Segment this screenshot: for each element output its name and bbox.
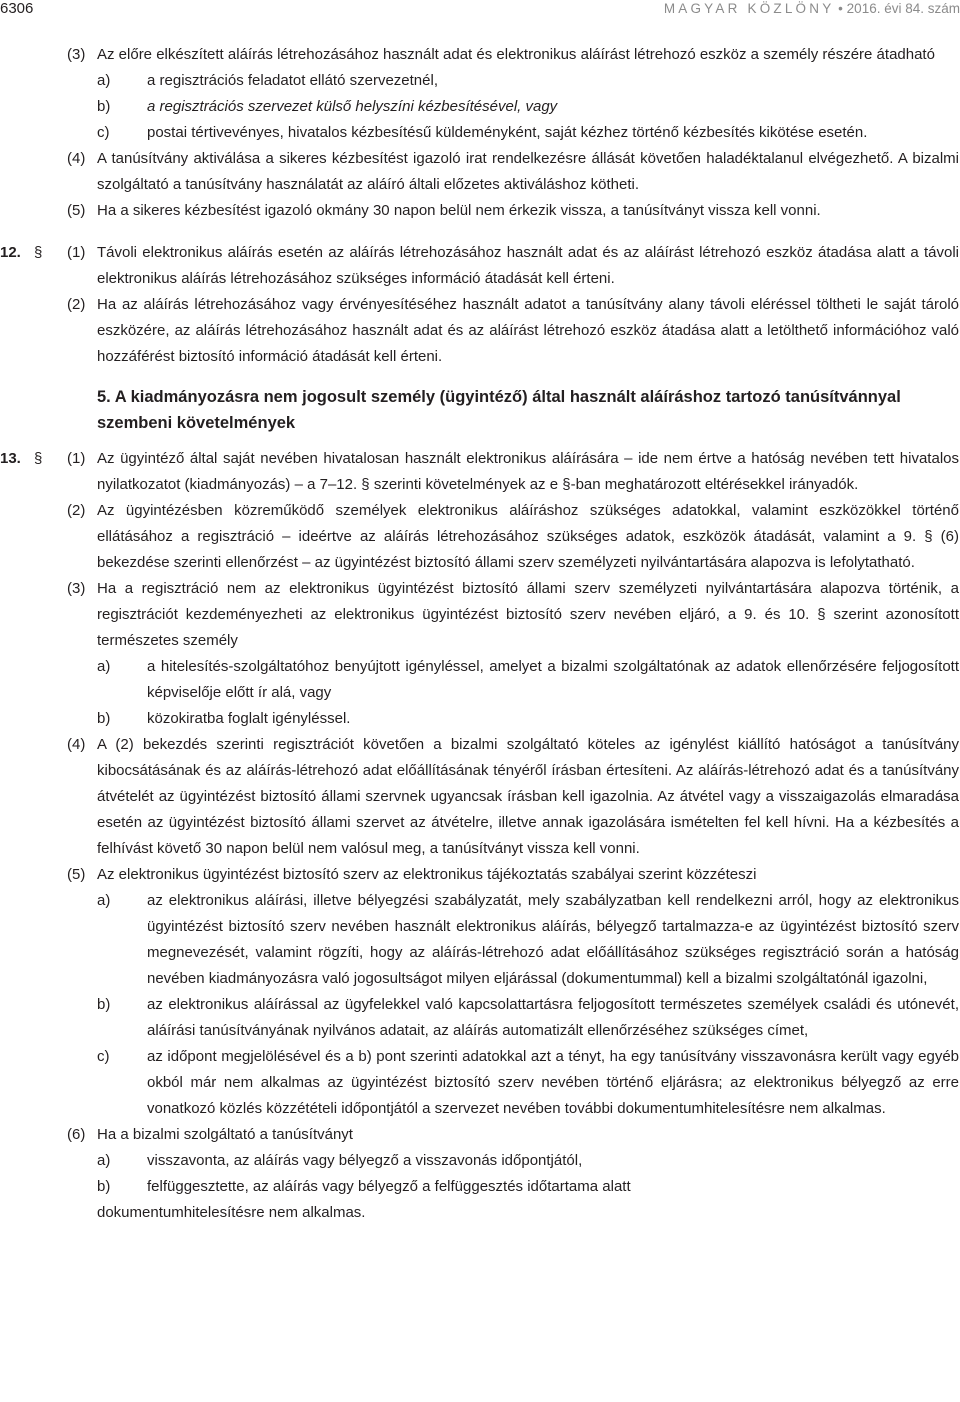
- section-13-paragraph-1: [0, 446, 960, 498]
- page-header: [0, 0, 960, 22]
- paragraph-number: (1): [67, 244, 86, 261]
- list-label: c): [97, 1048, 110, 1065]
- list-item: [0, 992, 960, 1044]
- chapter-heading: 5. A kiadmányozásra nem jogosult személy (ügyintéző) által használt aláíráshoz tartozó tanúsítvánnyal szembeni követelmények: [97, 388, 901, 432]
- list-item: [0, 94, 960, 120]
- list-text: postai tértivevényes, hivatalos kézbesítésű küldeményként, saját kézhez történő kézbesítés kikötése esetén.: [147, 124, 868, 141]
- list-item: [0, 706, 960, 732]
- section-number: 12.: [0, 244, 21, 261]
- section-sign: §: [34, 450, 43, 467]
- list-text: a regisztrációs feladatot ellátó szervezetnél,: [147, 72, 438, 89]
- section-13-paragraph-2: [0, 498, 960, 576]
- list-item: [0, 68, 960, 94]
- list-text: az elektronikus aláírási, illetve bélyegzési szabályzatát, mely szabályzatban kell rendelkezni arról, hogy az elektronikus ügyintézést biztosító szerv nevében használt elektronikus aláírás, bélyegző tartalmazza-e az ügyintézést biztosító szerv megnevezését, valamint rögzíti, hogy az aláírás-létrehozó adat előállításához szükséges regisztráció során a hatóság nevében kiadmányozásra való jogosultságot milyen eljárással (dokumentummal) kell a bizalmi szolgáltatónál igazolni,: [147, 892, 959, 987]
- list-label: b): [97, 996, 111, 1013]
- list-item: [0, 888, 960, 992]
- paragraph-text: Az ügyintéző által saját nevében hivatalosan használt elektronikus aláírására – ide nem értve a hatóság nevében tett hivatalos nyilatkozatot (kiadmányozás) – a 7–12. § szerinti követelmények az e §-ban meghatározott eltérésekkel irányadók.: [97, 450, 959, 493]
- paragraph-tail: [0, 1200, 960, 1226]
- list-text: közokiratba foglalt igényléssel.: [147, 710, 351, 727]
- list-label: b): [97, 98, 111, 115]
- list-label: b): [97, 1178, 111, 1195]
- paragraph-text: Ha a regisztráció nem az elektronikus ügyintézést biztosító állami szerv személyzeti nyilvántartására alapozva történik, a regisztrációt kezdeményezheti az elektronikus ügyintézést biztosító szerv nevében eljáró, a 9. és 10. § szerint azonosított természetes személy: [97, 580, 959, 649]
- paragraph-text: A tanúsítvány aktiválása a sikeres kézbesítést igazoló irat rendelkezésre állását követően haladéktalanul elvégezhető. A bizalmi szolgáltató a tanúsítvány használatát az aláíró általi előzetes aktiváláshoz kötheti.: [97, 150, 959, 193]
- list-item: [0, 1044, 960, 1122]
- paragraph-text: Ha az aláírás létrehozásához vagy érvényesítéséhez használt adatot a tanúsítvány alany távoli eléréssel töltheti le saját tároló eszközére, az aláírás létrehozásához használt adat és az aláírást létrehozó eszköz átadása alatt a letölthető információhoz való hozzáférést biztosító információ átadását kell érteni.: [97, 296, 959, 365]
- list-label: a): [97, 892, 111, 909]
- page-number: 6306: [0, 0, 34, 17]
- paragraph-text: Távoli elektronikus aláírás esetén az aláírás létrehozásához használt adat és az aláírást létrehozó eszköz átadása alatt a távoli elektronikus aláírás létrehozásához szükséges információ átadását kell érteni.: [97, 244, 959, 287]
- paragraph-number: (5): [67, 202, 86, 219]
- section-13-paragraph-3: [0, 576, 960, 654]
- list-item: [0, 1148, 960, 1174]
- list-label: b): [97, 710, 111, 727]
- section-13-paragraph-6: [0, 1122, 960, 1148]
- paragraph-text: A (2) bekezdés szerinti regisztrációt követően a bizalmi szolgáltató köteles az igénylést kiállító hatóságot a tanúsítvány kibocsátásának és az aláírás-létrehozó adat előállításának tényéről írásban értesíteni. Az aláírás-létrehozó adat és a tanúsítvány átvételét az ügyintézést biztosító állami szervnek ugyancsak írásban kell igazolnia. Az átvétel vagy a visszaigazolás elmaradása esetén az ügyintézést biztosító állami szervet az átvételre, illetve annak igazolására ismételten fel kell hívni. Ha a kézbesítés a felhívást követő 30 napon belül nem valósul meg, a tanúsítványt vissza kell vonni.: [97, 736, 959, 857]
- list-label: c): [97, 124, 110, 141]
- paragraph-text: Ha a bizalmi szolgáltató a tanúsítványt: [97, 1126, 353, 1143]
- list-text: felfüggesztette, az aláírás vagy bélyegző a felfüggesztés időtartama alatt: [147, 1178, 631, 1195]
- journal-title: MAGYAR KÖZLÖNY: [663, 1, 835, 16]
- list-item: [0, 654, 960, 706]
- paragraph-number: (3): [67, 46, 86, 63]
- paragraph-number: (2): [67, 502, 86, 519]
- paragraph-number: (2): [67, 296, 86, 313]
- list-item: [0, 1174, 960, 1200]
- paragraph-text: Az ügyintézésben közreműködő személyek elektronikus aláíráshoz szükséges adatokkal, valamint eszközökkel történő ellátásához a regisztráció – ideértve az aláírás létrehozásához szükséges adatok, eszközök átadását, valamint a 9. § (6) bekezdése szerinti ellenőrzést – az ügyintézést biztosító állami szerv személyzeti nyilvántartására alapozva is lefolytatható.: [97, 502, 959, 571]
- list-label: a): [97, 1152, 111, 1169]
- paragraph-text: Ha a sikeres kézbesítést igazoló okmány 30 napon belül nem érkezik vissza, a tanúsítványt vissza kell vonni.: [97, 202, 821, 219]
- section-13-paragraph-4: [0, 732, 960, 862]
- document-body: [0, 42, 960, 1226]
- paragraph-4: [0, 146, 960, 198]
- paragraph-text: Az előre elkészített aláírás létrehozásához használt adat és elektronikus aláírást létrehozó eszköz a személy részére átadható: [97, 46, 935, 63]
- paragraph-number: (3): [67, 580, 86, 597]
- list-text: a hitelesítés-szolgáltatóhoz benyújtott igényléssel, amelyet a bizalmi szolgáltatónak az adatok ellenőrzésére feljogosított képviselője előtt ír alá, vagy: [147, 658, 959, 701]
- paragraph-number: (5): [67, 866, 86, 883]
- header-bullet: •: [838, 1, 843, 16]
- list-text: a regisztrációs szervezet külső helyszíni kézbesítésével, vagy: [147, 98, 558, 115]
- list-label: a): [97, 658, 111, 675]
- section-12-paragraph-2: [0, 292, 960, 370]
- section-number: 13.: [0, 450, 21, 467]
- journal-issue: [664, 1, 960, 16]
- paragraph-number: (4): [67, 150, 86, 167]
- list-label: a): [97, 72, 111, 89]
- section-sign: §: [34, 244, 43, 261]
- list-text: az elektronikus aláírással az ügyfelekkel való kapcsolattartásra feljogosított természetes személyek családi és utónevét, aláírási tanúsítványának nyilvános adatait, az aláírás automatizált ellenőrzéséhez szükséges címet,: [147, 996, 959, 1039]
- list-text: visszavonta, az aláírás vagy bélyegző a visszavonás időpontjától,: [147, 1152, 583, 1169]
- issue-label: 2016. évi 84. szám: [846, 1, 960, 16]
- section-13-paragraph-5: [0, 862, 960, 888]
- paragraph-3: [0, 42, 960, 68]
- paragraph-5: [0, 198, 960, 224]
- paragraph-text: dokumentumhitelesítésre nem alkalmas.: [97, 1204, 366, 1221]
- paragraph-number: (4): [67, 736, 86, 753]
- section-12-paragraph-1: [0, 240, 960, 292]
- list-item: [0, 120, 960, 146]
- paragraph-number: (6): [67, 1126, 86, 1143]
- paragraph-text: Az elektronikus ügyintézést biztosító szerv az elektronikus tájékoztatás szabályai szerint közzéteszi: [97, 866, 757, 883]
- list-text: az időpont megjelölésével és a b) pont szerinti adatokkal azt a tényt, ha egy tanúsítvány visszavonásra került vagy egyéb okból már nem alkalmas az ügyintézést biztosító szerv nevében történő eljárásra; az elektronikus bélyegző az erre vonatkozó közlés közzétételi időpontjától a szervezet nevében további dokumentumhitelesítésre nem alkalmas.: [147, 1048, 959, 1117]
- paragraph-number: (1): [67, 450, 86, 467]
